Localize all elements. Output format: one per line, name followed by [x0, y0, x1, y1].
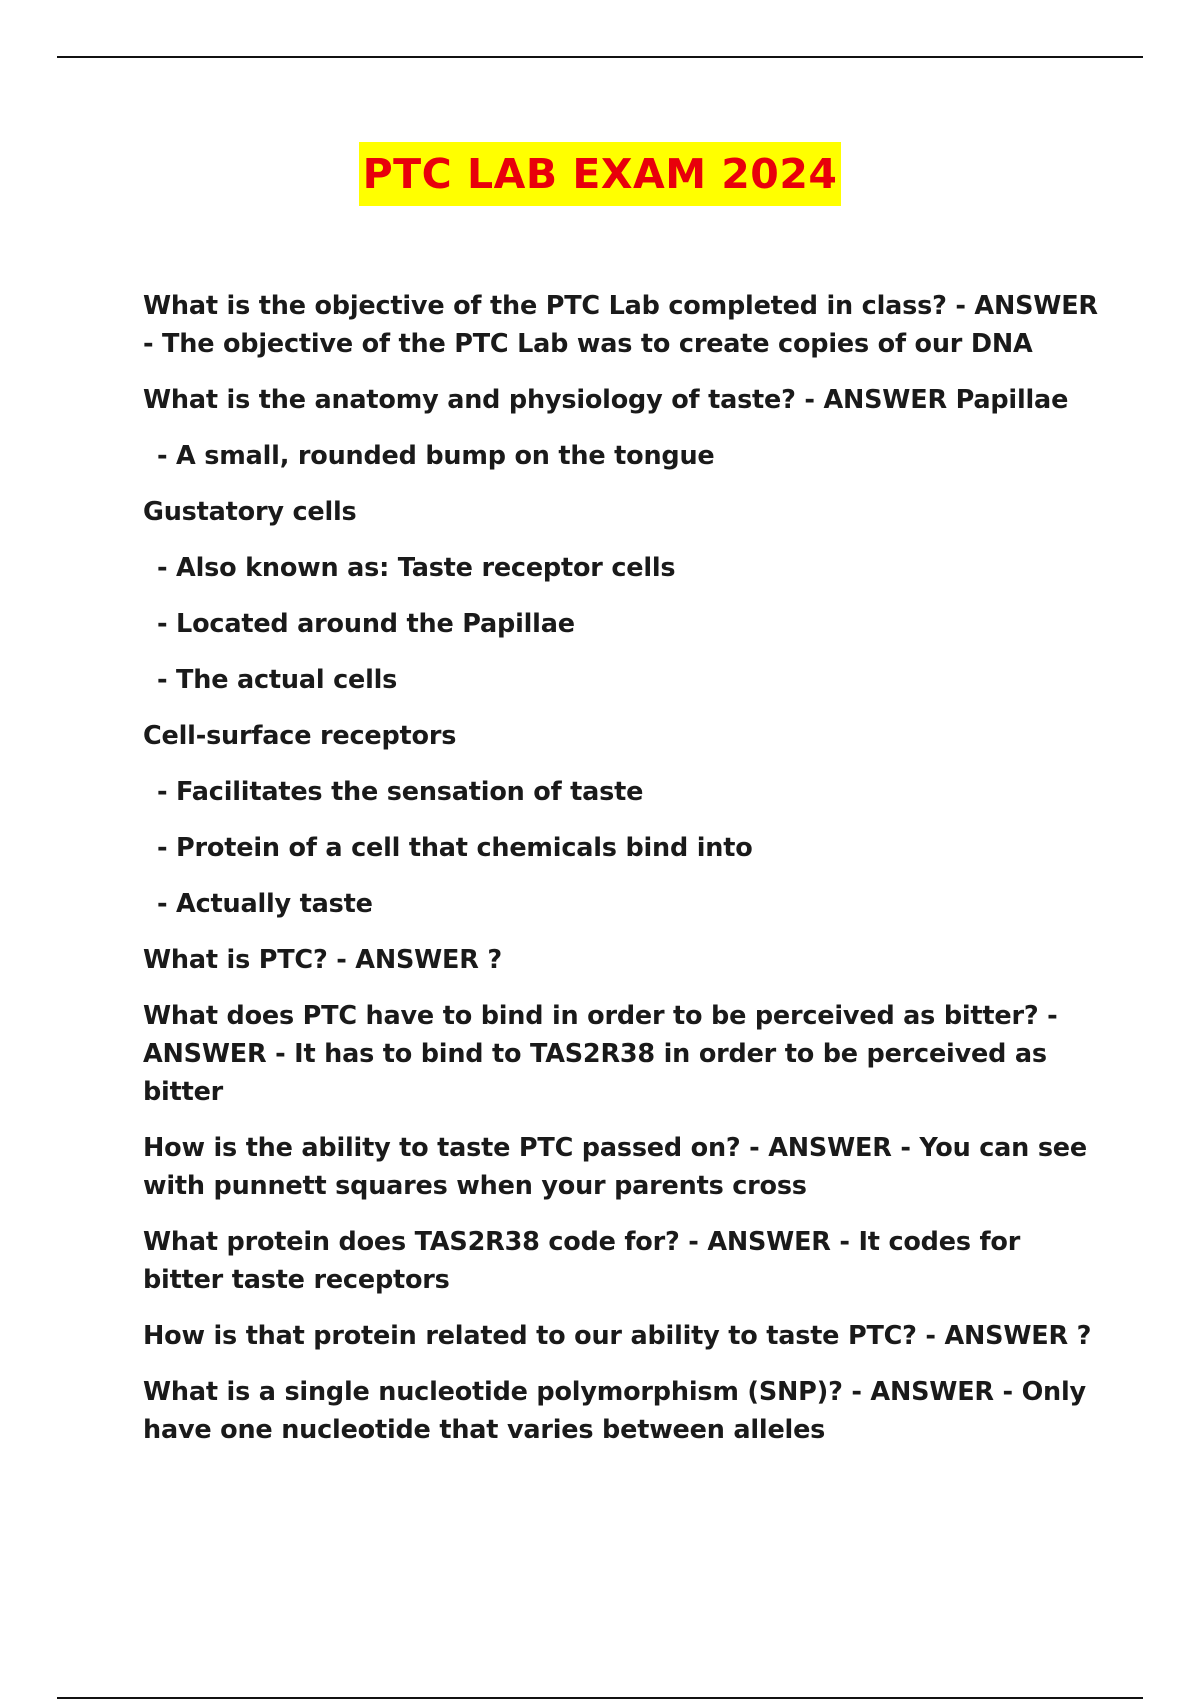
qa-item-snp: What is a single nucleotide polymorphism (SNP)? - ANSWER - Only have one nucleotide that varies between alleles [143, 1377, 1086, 1445]
qa-item-tas2r38-codes: What protein does TAS2R38 code for? - ANSWER - It codes for bitter taste receptors [143, 1227, 1021, 1295]
qa-content [143, 287, 1103, 1467]
qa-item-objective: What is the objective of the PTC Lab completed in class? - ANSWER - The objective of the PTC Lab was to create copies of our DNA [143, 291, 1098, 359]
qa-item-anatomy: What is the anatomy and physiology of taste? - ANSWER Papillae [143, 385, 1069, 415]
detail-protein-bind: - Protein of a cell that chemicals bind into [157, 833, 753, 863]
heading-gustatory-cells: Gustatory cells [143, 497, 357, 527]
detail-also-known-as: - Also known as: Taste receptor cells [157, 553, 676, 583]
qa-item-passed-on: How is the ability to taste PTC passed on? - ANSWER - You can see with punnett squares when your parents cross [143, 1133, 1087, 1201]
top-divider [57, 56, 1143, 58]
qa-item-what-is-ptc: What is PTC? - ANSWER ? [143, 945, 502, 975]
title-container [0, 142, 1200, 206]
page-title: PTC LAB EXAM 2024 [359, 142, 842, 206]
detail-papillae: - A small, rounded bump on the tongue [157, 441, 715, 471]
qa-item-bind-bitter: What does PTC have to bind in order to be perceived as bitter? - ANSWER - It has to bind to TAS2R38 in order to be perceived as bitter [143, 1001, 1058, 1107]
detail-actual-cells: - The actual cells [157, 665, 398, 695]
detail-located: - Located around the Papillae [157, 609, 575, 639]
heading-cell-surface-receptors: Cell-surface receptors [143, 721, 457, 751]
detail-actually-taste: - Actually taste [157, 889, 373, 919]
bottom-divider [57, 1697, 1143, 1699]
detail-facilitates: - Facilitates the sensation of taste [157, 777, 644, 807]
qa-item-protein-related: How is that protein related to our ability to taste PTC? - ANSWER ? [143, 1321, 1092, 1351]
